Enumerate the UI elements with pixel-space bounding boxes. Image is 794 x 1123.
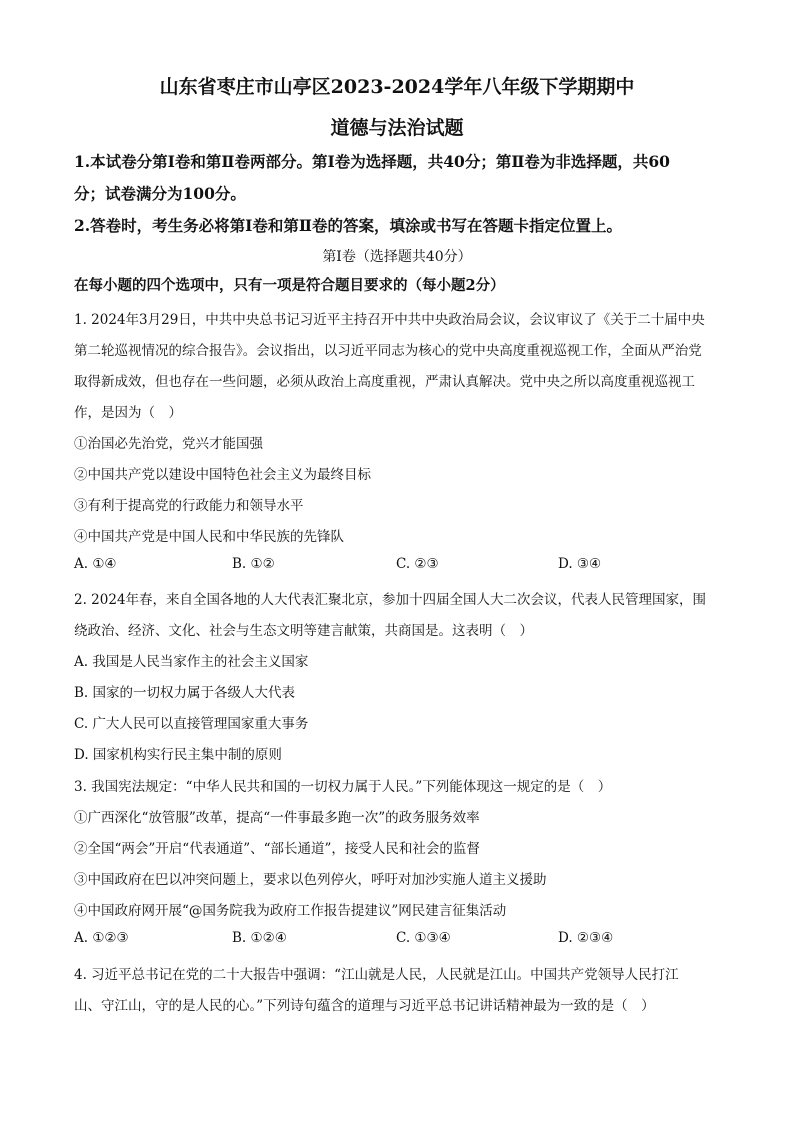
question-4-stem: 4. 习近平总书记在党的二十大报告中强调：“江山就是人民，人民就是江山。中国共产党领导人民打江 [74,967,679,983]
option-d[interactable]: D. 国家机构实行民主集中制的原则 [74,747,282,763]
question-2-stem: 2. 2024年春，来自全国各地的人大代表汇聚北京，参加十四届全国人大二次会议，代表人民管理国家，围 [74,592,707,608]
option-b[interactable]: B. ①②④ [232,930,287,946]
option-d[interactable]: D. ③④ [558,556,602,572]
exam-subject: 道德与法治试题 [330,117,464,139]
question-1-stem: 取得新成效，但也存在一些问题，必须从政治上高度重视，严肃认真解决。党中央之所以高度重视巡视工 [74,374,695,390]
option-b[interactable]: B. ①② [232,556,275,572]
option-a[interactable]: A. 我国是人民当家作主的社会主义国家 [74,654,309,670]
section-heading: 第Ⅰ卷（选择题共40分） [322,249,472,265]
question-1-item: ③有利于提高党的行政能力和领导水平 [74,498,304,514]
option-c[interactable]: C. 广大人民可以直接管理国家重大事务 [74,716,309,732]
question-3-stem: 3. 我国宪法规定：“中华人民共和国的一切权力属于人民。”下列能体现这一规定的是（ ） [74,779,612,795]
question-3-item: ①广西深化“放管服”改革，提高“一件事最多跑一次”的政务服务效率 [74,810,480,826]
question-3-item: ②全国“两会”开启“代表通道”、“部长通道”，接受人民和社会的监督 [74,841,480,857]
question-3-item: ③中国政府在巴以冲突问题上，要求以色列停火，呼吁对加沙实施人道主义援助 [74,872,547,888]
option-b[interactable]: B. 国家的一切权力属于各级人大代表 [74,685,296,701]
section-instruction: 在每小题的四个选项中，只有一项是符合题目要求的（每小题2分） [74,277,505,294]
question-1-item: ①治国必先治党，党兴才能国强 [74,436,263,452]
option-c[interactable]: C. ①③④ [396,930,451,946]
question-1-stem: 作，是因为（ ） [74,405,182,421]
question-1-item: ②中国共产党以建设中国特色社会主义为最终目标 [74,467,371,483]
option-c[interactable]: C. ②③ [396,556,439,572]
question-1-item: ④中国共产党是中国人民和中华民族的先锋队 [74,529,344,545]
option-a[interactable]: A. ①②③ [74,930,129,946]
option-d[interactable]: D. ②③④ [558,930,614,946]
question-1-stem: 第二轮巡视情况的综合报告》。会议指出，以习近平同志为核心的党中央高度重视巡视工作，全面从严治党 [74,343,702,359]
option-a[interactable]: A. ①④ [74,556,117,572]
instruction-line: 1.本试卷分第Ⅰ卷和第Ⅱ卷两部分。第Ⅰ卷为选择题，共40分；第Ⅱ卷为非选择题，共60 [74,152,670,171]
exam-title: 山东省枣庄市山亭区2023-2024学年八年级下学期期中 [159,76,635,98]
question-4-stem: 山、守江山，守的是人民的心。”下列诗句蕴含的道理与习近平总书记讲话精神最为一致的是（ ） [74,998,655,1014]
question-3-item: ④中国政府网开展“@国务院我为政府工作报告提建议”网民建言征集活动 [74,903,507,919]
question-1-stem: 1. 2024年3月29日，中共中央总书记习近平主持召开中共中央政治局会议，会议审议了《关于二十届中央 [74,312,705,328]
question-2-stem: 绕政治、经济、文化、社会与生态文明等建言献策，共商国是。这表明（ ） [74,623,533,639]
instruction-line: 2.答卷时，考生务必将第Ⅰ卷和第Ⅱ卷的答案，填涂或书写在答题卡指定位置上。 [74,216,622,235]
instruction-line: 分；试卷满分为100分。 [74,184,246,203]
